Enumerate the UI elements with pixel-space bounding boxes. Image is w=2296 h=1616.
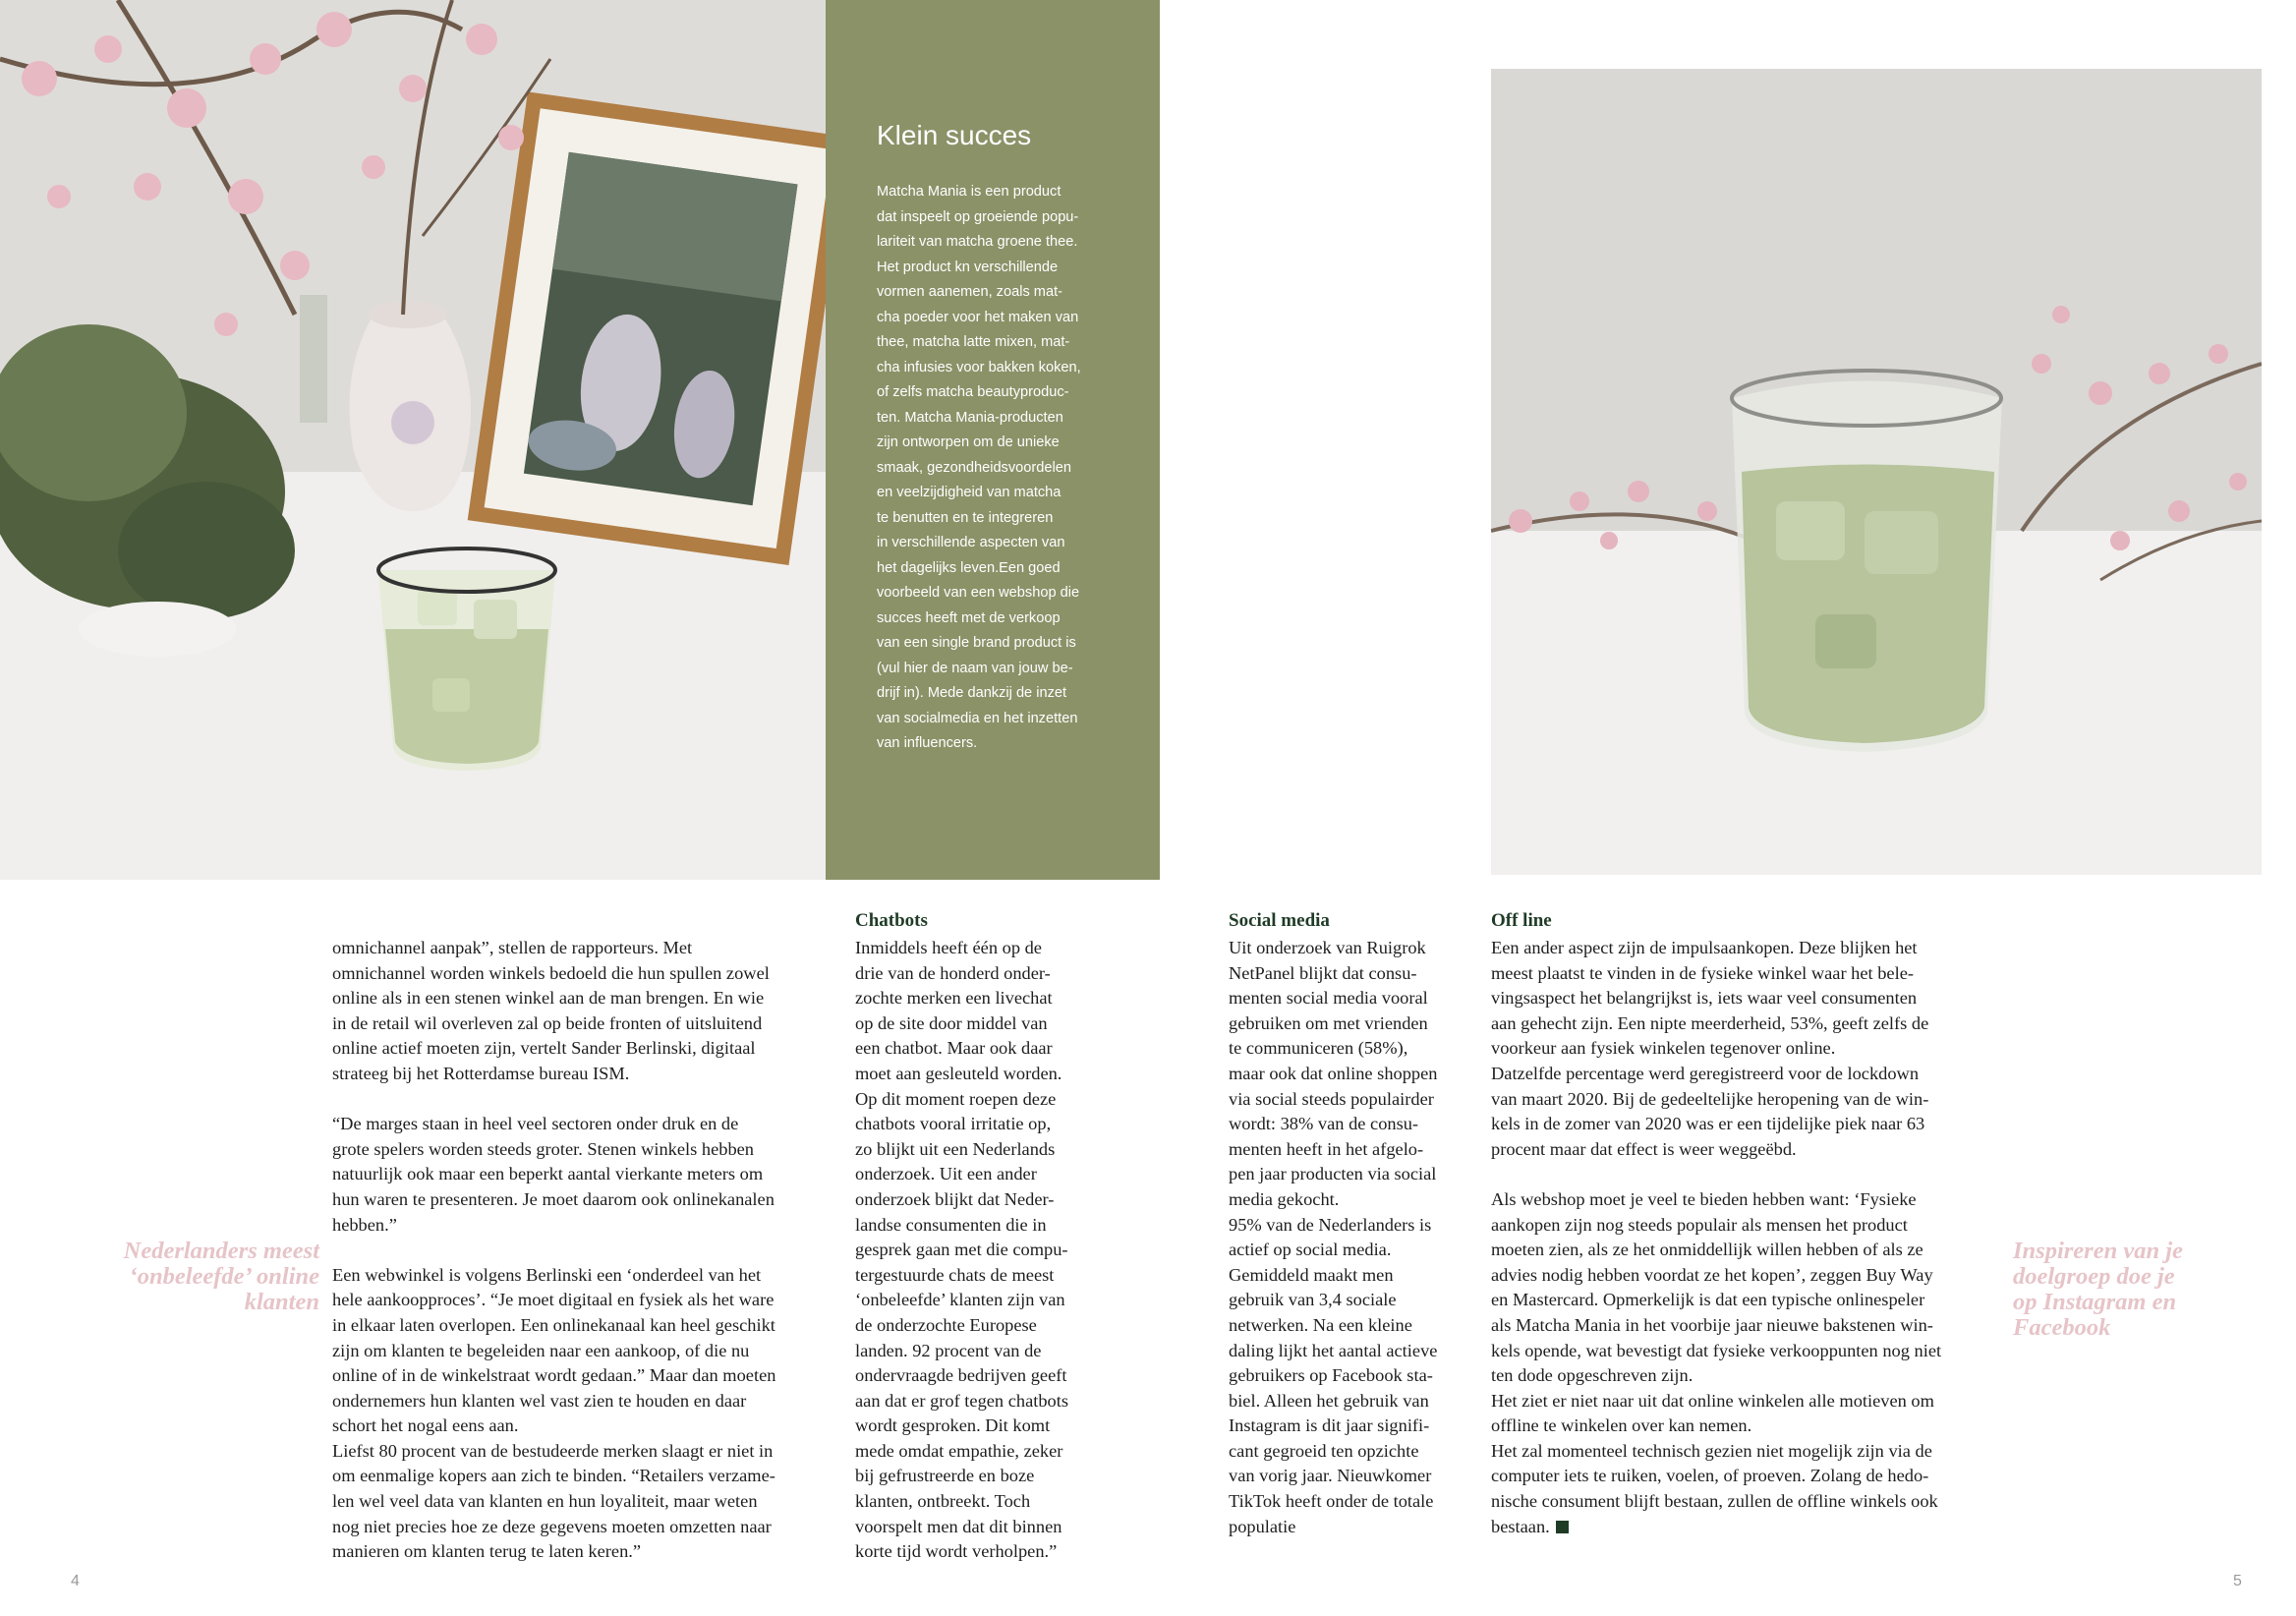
photo-matcha-glass [1491, 69, 2262, 875]
sidebar-title: Klein succes [877, 120, 1032, 150]
body-column-offline-wrap [1491, 936, 1992, 1539]
end-of-article-square [1556, 1521, 1569, 1533]
photo-illustration [0, 0, 826, 880]
body-column-offline: Een ander aspect zijn de impulsaankopen. Deze blijken het meest plaatst te vinden in de fysieke winkel waar het bele- vingsaspect het belangrijkst is, iets waar veel consumenten aan gehecht zijn. Een nipte meerderheid, 53%, geeft zelfs de voorkeur aan fysiek winkelen tegenover online. Datzelfde percentage werd geregistreerd voor de lockdown van maart 2020. Bij de gedeeltelijke heropening van de win- kels in de zomer van 2020 was er een tijdelijke piek naar 63 procent maar dat effect is weer weggeëbd. Als webshop moet je veel te bieden hebben want: ‘Fysieke aankopen zijn nog steeds populair als mensen het product moeten zien, als ze het onmiddellijk willen hebben of als ze advies nodig hebben voordat ze het kopen’, zeggen Buy Way en Mastercard. Opmerkelijk is dat een typische onlinespeler als Matcha Mania in het voorbije jaar nieuwe bakstenen win- kels opende, wat bevestigt dat fysieke verkooppunten nog niet ten dode opgeschreven zijn. Het ziet er niet naar uit dat online winkelen alle motieven om offline te winkelen over kan nemen. Het zal momenteel technisch gezien niet mogelijk zijn via de computer iets te ruiken, voelen, of proeven. Zolang de hedo- nische consument blijft bestaan, zullen de offline winkels ook bestaan. [1491, 938, 1942, 1536]
page-number-left: 4 [71, 1573, 80, 1589]
heading-offline: Off line [1491, 910, 1552, 931]
body-column-social-media: Uit onderzoek van Ruigrok NetPanel blijkt dat consu- menten social media vooral gebruiken om met vrienden te communiceren (58%), maar ook dat online shoppen via social steeds populairder wordt: 38% van de consu- menten heeft in het afgelo- pen jaar producten via social media gekocht. 95% van de Nederlanders is actief op social media. Gemiddeld maakt men gebruik van 3,4 sociale netwerken. Na een kleine daling lijkt het aantal actieve gebruikers op Facebook sta- biel. Alleen het gebruik van Instagram is dit jaar signifi- cant gegroeid ten opzichte van vorig jaar. Nieuwkomer TikTok heeft onder de totale populatie [1229, 938, 1438, 1536]
heading-social-media: Social media [1229, 910, 1330, 931]
heading-chatbots: Chatbots [855, 910, 928, 931]
photo-matcha-with-painting [0, 0, 826, 880]
sidebar-body: Matcha Mania is een product dat inspeelt op groeiende popu- lariteit van matcha groene thee. Het product kn verschillende vormen aanemen, zoals mat- cha poeder voor het maken van thee, matcha latte mixen, mat- cha infusies voor bakken koken, of zelfs matcha beautyproduc- ten. Matcha Mania-producten zijn ontworpen om de unieke smaak, gezondheidsvoordelen en veelzijdigheid van matcha te benutten en te integreren in verschillende aspecten van het dagelijks leven.Een goed voorbeeld van een webshop die succes heeft met de verkoop van een single brand product is (vul hier de naam van jouw be- drijf in). Mede dankzij de inzet van socialmedia en het inzetten van influencers. [877, 184, 1081, 751]
body-column-1: omnichannel aanpak”, stellen de rapporteurs. Met omnichannel worden winkels bedoeld die hun spullen zowel online als in een stenen winkel aan de man brengen. En wie in de retail wil overleven zal op beide fronten of uitsluitend online actief moeten zijn, vertelt Sander Berlinski, digitaal strateeg bij het Rotterdamse bureau ISM. “De marges staan in heel veel sectoren onder druk en de grote spelers worden steeds groter. Stenen winkels hebben natuurlijk ook maar een beperkt aantal vierkante meters om hun waren te presenteren. Je moet daarom ook onlinekanalen hebben.” Een webwinkel is volgens Berlinski een ‘onderdeel van het hele aankoopproces’. “Je moet digitaal en fysiek als het ware in elkaar laten overlopen. Een onlinekanaal kan heel geschikt zijn om klanten te begeleiden naar een aankoop, of die nu online of in de winkelstraat wordt gedaan.” Maar dan moeten ondernemers hun klanten wel vast zien te houden en daar schort het nogal eens aan. Liefst 80 procent van de bestudeerde merken slaagt er niet in om eenmalige kopers aan zich te binden. “Retailers verzame- len wel veel data van klanten en hun loyaliteit, maar weten nog niet precies hoe ze deze gegevens moeten omzetten naar manieren om klanten terug te laten keren.” [332, 938, 776, 1562]
pull-quote-right: Inspireren van je doelgroep doe je op Instagram en Facebook [2013, 1238, 2183, 1341]
body-column-chatbots: Inmiddels heeft één op de drie van de honderd onder- zochte merken een livechat op de site door middel van een chatbot. Maar ook daar moet aan gesleuteld worden. Op dit moment roepen deze chatbots vooral irritatie op, zo blijkt uit een Nederlands onderzoek. Uit een ander onderzoek blijkt dat Neder- landse consumenten die in gesprek gaan met die compu- tergestuurde chats de meest ‘onbeleefde’ klanten zijn van de onderzochte Europese landen. 92 procent van de ondervraagde bedrijven geeft aan dat er grof tegen chatbots wordt gesproken. Dit komt mede omdat empathie, zeker bij gefrustreerde en boze klanten, ontbreekt. Toch voorspelt men dat dit binnen korte tijd wordt verholpen.” [855, 938, 1069, 1562]
page-number-right: 5 [2233, 1573, 2242, 1589]
photo-illustration-right [1491, 69, 2262, 875]
pull-quote-left: Nederlanders meest ‘onbeleefde’ online klanten [123, 1238, 319, 1315]
